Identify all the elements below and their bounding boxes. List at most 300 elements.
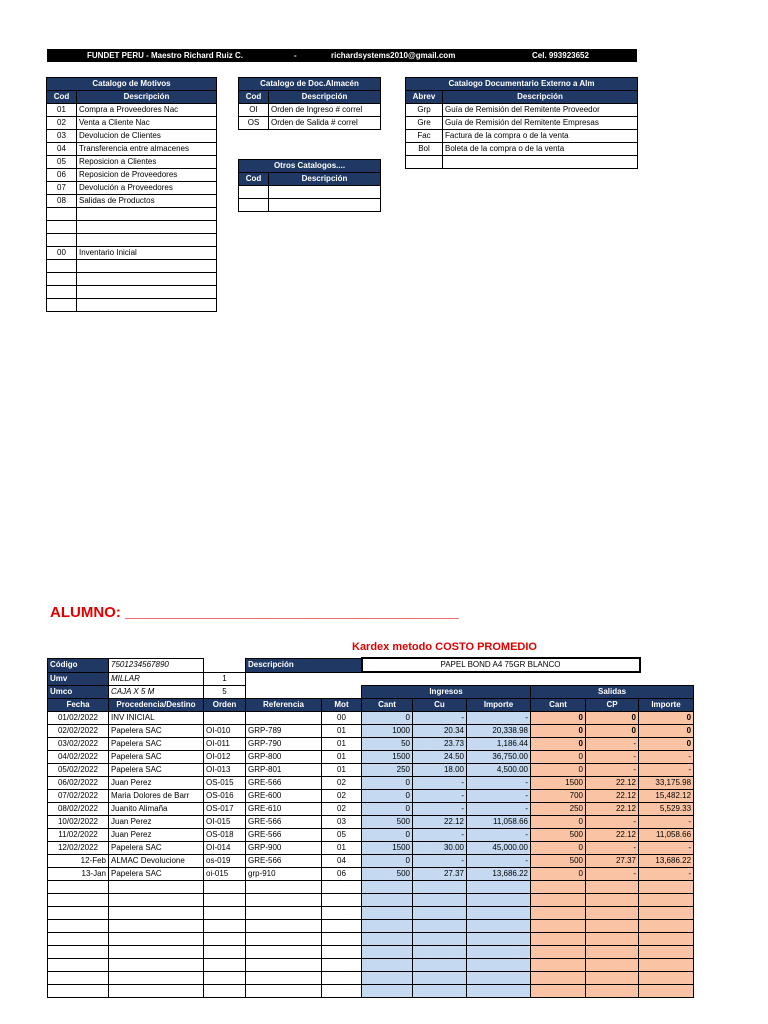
kardex-cell-ing-importe: 1,186.44 [467, 738, 531, 751]
motivo-description: Devolucion de Clientes [77, 130, 217, 143]
kardex-cell-mot: 00 [322, 712, 362, 725]
kardex-cell-sal-cant: 0 [531, 738, 586, 751]
col-sal-cant: Cant [531, 699, 586, 712]
kardex-cell-orden: OI-013 [204, 764, 246, 777]
kardex-cell-sal-cant [531, 920, 586, 933]
motivo-description: Transferencia entre almacenes [77, 143, 217, 156]
col-sal-cp: CP [586, 699, 639, 712]
umv-label: Umv [48, 672, 109, 685]
kardex-cell-orden [204, 985, 246, 998]
kardex-cell-orden [204, 920, 246, 933]
kardex-cell-orden [204, 881, 246, 894]
kardex-cell-orden [204, 894, 246, 907]
kardex-cell-mot [322, 894, 362, 907]
kardex-row [48, 829, 694, 842]
kardex-cell-sal-cp [586, 972, 639, 985]
kardex-cell-sal-cant: 0 [531, 842, 586, 855]
kardex-cell-fecha [48, 959, 109, 972]
motivo-row [47, 143, 217, 156]
kardex-cell-sal-cp: - [586, 764, 639, 777]
umv-blank2 [362, 672, 640, 685]
kardex-cell-sal-cp [586, 881, 639, 894]
kardex-row [48, 985, 694, 998]
kardex-cell-procedencia: Papelera SAC [109, 738, 204, 751]
kardex-cell-mot: 03 [322, 816, 362, 829]
col-ing-cu: Cu [413, 699, 467, 712]
kardex-cell-ing-importe: 20,338.98 [467, 725, 531, 738]
motivo-description [77, 221, 217, 234]
motivos-col-cod: Cod [47, 91, 77, 104]
motivo-description [77, 286, 217, 299]
kardex-cell-referencia: GRP-790 [246, 738, 322, 751]
docalmacen-row [239, 104, 381, 117]
kardex-cell-mot [322, 972, 362, 985]
docalmacen-col-cod: Cod [239, 91, 269, 104]
kardex-cell-mot: 02 [322, 777, 362, 790]
header-email: richardsystems2010@gmail.com [331, 51, 456, 60]
motivo-code: 01 [47, 104, 77, 117]
kardex-cell-orden: OI-012 [204, 751, 246, 764]
kardex-cell-sal-cant [531, 881, 586, 894]
kardex-cell-fecha [48, 946, 109, 959]
kardex-row [48, 946, 694, 959]
motivo-description: Venta a Cliente Nac [77, 117, 217, 130]
kardex-cell-mot: 01 [322, 738, 362, 751]
motivo-code [47, 234, 77, 247]
motivos-col-desc: Descripción [77, 91, 217, 104]
otros-description [269, 199, 381, 212]
motivo-code: 02 [47, 117, 77, 130]
kardex-cell-referencia [246, 985, 322, 998]
header-phone: Cel. 993923652 [532, 51, 589, 60]
kardex-cell-procedencia: Papelera SAC [109, 842, 204, 855]
umco-value: CAJA X 5 M [109, 686, 204, 699]
col-referencia: Referencia [246, 699, 322, 712]
kardex-cell-ing-cant: 500 [362, 868, 413, 881]
kardex-cell-fecha [48, 972, 109, 985]
kardex-cell-mot: 01 [322, 764, 362, 777]
kardex-cell-referencia [246, 894, 322, 907]
kardex-cell-ing-cant: 0 [362, 803, 413, 816]
kardex-cell-orden: OI-010 [204, 725, 246, 738]
kardex-row [48, 894, 694, 907]
kardex-cell-ing-cu [413, 972, 467, 985]
kardex-cell-ing-cant: 0 [362, 855, 413, 868]
docalmacen-code: OI [239, 104, 269, 117]
kardex-cell-procedencia: ALMAC Devolucione [109, 855, 204, 868]
externo-row [406, 117, 638, 130]
kardex-cell-ing-cu: - [413, 777, 467, 790]
externo-code: Fac [406, 130, 443, 143]
motivo-row [47, 273, 217, 286]
kardex-cell-mot: 01 [322, 751, 362, 764]
kardex-cell-referencia [246, 907, 322, 920]
motivo-row [47, 208, 217, 221]
docalmacen-row [239, 117, 381, 130]
kardex-cell-ing-cu: 27.37 [413, 868, 467, 881]
kardex-cell-ing-importe: 45,000.00 [467, 842, 531, 855]
kardex-cell-procedencia: INV INICIAL [109, 712, 204, 725]
kardex-cell-ing-cant: 0 [362, 712, 413, 725]
kardex-cell-sal-cant: 1500 [531, 777, 586, 790]
otros-row [239, 186, 381, 199]
kardex-cell-orden [204, 907, 246, 920]
kardex-cell-fecha: 13-Jan [48, 868, 109, 881]
kardex-cell-orden: OS-015 [204, 777, 246, 790]
kardex-cell-sal-importe: 0 [639, 725, 694, 738]
kardex-cell-ing-importe: - [467, 790, 531, 803]
kardex-cell-ing-importe: - [467, 855, 531, 868]
kardex-cell-ing-cu: - [413, 829, 467, 842]
col-ing-importe: Importe [467, 699, 531, 712]
motivo-row [47, 169, 217, 182]
kardex-cell-sal-cp [586, 959, 639, 972]
kardex-row [48, 868, 694, 881]
kardex-cell-procedencia: Papelera SAC [109, 751, 204, 764]
kardex-cell-orden: OI-011 [204, 738, 246, 751]
kardex-cell-referencia: GRE-600 [246, 790, 322, 803]
kardex-row [48, 790, 694, 803]
kardex-cell-ing-cu: - [413, 712, 467, 725]
kardex-row [48, 842, 694, 855]
kardex-table [47, 685, 694, 998]
kardex-cell-sal-importe [639, 985, 694, 998]
kardex-cell-procedencia [109, 959, 204, 972]
motivo-code [47, 299, 77, 312]
kardex-cell-sal-cp [586, 985, 639, 998]
kardex-cell-sal-cp: 27.37 [586, 855, 639, 868]
otros-code [239, 199, 269, 212]
motivo-code [47, 208, 77, 221]
kardex-cell-sal-importe: 5,529.33 [639, 803, 694, 816]
kardex-cell-ing-cant [362, 985, 413, 998]
externo-row [406, 130, 638, 143]
motivo-row [47, 156, 217, 169]
kardex-cell-ing-importe: - [467, 777, 531, 790]
kardex-cell-fecha [48, 985, 109, 998]
kardex-cell-referencia: GRP-801 [246, 764, 322, 777]
ingresos-header: Ingresos [362, 686, 531, 699]
motivo-code [47, 260, 77, 273]
col-procedencia: Procedencia/Destino [109, 699, 204, 712]
kardex-cell-orden: OS-018 [204, 829, 246, 842]
kardex-cell-sal-importe [639, 894, 694, 907]
motivo-row [47, 182, 217, 195]
kardex-cell-sal-importe: - [639, 816, 694, 829]
kardex-cell-mot [322, 920, 362, 933]
kardex-cell-sal-cp: 22.12 [586, 829, 639, 842]
kardex-row [48, 881, 694, 894]
kardex-cell-ing-cu [413, 881, 467, 894]
otros-table [238, 159, 381, 212]
kardex-cell-referencia: GRE-566 [246, 777, 322, 790]
kardex-cell-orden: oi-015 [204, 868, 246, 881]
kardex-cell-ing-cu [413, 933, 467, 946]
externo-description: Factura de la compra o de la venta [443, 130, 638, 143]
col-sal-importe: Importe [639, 699, 694, 712]
motivo-row [47, 195, 217, 208]
kardex-cell-sal-importe [639, 881, 694, 894]
motivo-description [77, 299, 217, 312]
motivo-code [47, 286, 77, 299]
kardex-info [47, 657, 641, 686]
kardex-cell-fecha: 08/02/2022 [48, 803, 109, 816]
motivos-table [46, 77, 217, 312]
kardex-cell-sal-cp [586, 946, 639, 959]
kardex-cell-fecha: 02/02/2022 [48, 725, 109, 738]
kardex-row [48, 972, 694, 985]
kardex-cell-ing-cant: 0 [362, 829, 413, 842]
kardex-row [48, 803, 694, 816]
kardex-cell-orden: OI-015 [204, 816, 246, 829]
kardex-cell-orden: os-019 [204, 855, 246, 868]
alumno-label: ALUMNO: ________________________________________ [50, 604, 459, 621]
motivo-description: Reposicion de Proveedores [77, 169, 217, 182]
kardex-cell-sal-importe: 0 [639, 738, 694, 751]
otros-col-desc: Descripción [269, 173, 381, 186]
kardex-cell-ing-importe: - [467, 712, 531, 725]
motivo-row [47, 247, 217, 260]
kardex-cell-orden [204, 959, 246, 972]
motivo-code: 07 [47, 182, 77, 195]
motivo-code [47, 273, 77, 286]
externo-code [406, 156, 443, 169]
motivo-row [47, 221, 217, 234]
motivo-code: 03 [47, 130, 77, 143]
kardex-cell-mot: 01 [322, 725, 362, 738]
motivos-title: Catalogo de Motivos [47, 78, 217, 91]
kardex-cell-ing-cant: 1000 [362, 725, 413, 738]
kardex-cell-sal-cant: 500 [531, 829, 586, 842]
kardex-cell-ing-importe: - [467, 829, 531, 842]
kardex-cell-sal-importe: 11,058.66 [639, 829, 694, 842]
salidas-header: Salidas [531, 686, 694, 699]
kardex-cell-orden: OS-017 [204, 803, 246, 816]
kardex-cell-procedencia: Juanito Alimaña [109, 803, 204, 816]
kardex-cell-ing-cant: 1500 [362, 842, 413, 855]
kardex-cell-sal-cant [531, 946, 586, 959]
umco-label: Umco [48, 686, 109, 699]
kardex-cell-sal-importe [639, 907, 694, 920]
kardex-cell-referencia [246, 920, 322, 933]
motivo-description: Salidas de Productos [77, 195, 217, 208]
kardex-row [48, 738, 694, 751]
kardex-cell-ing-importe [467, 985, 531, 998]
header-org: FUNDET PERU - Maestro Richard Ruiz C. [87, 51, 244, 60]
motivo-row [47, 260, 217, 273]
kardex-cell-sal-cant: 0 [531, 751, 586, 764]
kardex-cell-sal-cp: - [586, 816, 639, 829]
kardex-row [48, 751, 694, 764]
externo-title: Catalogo Documentario Externo a Alm [406, 78, 638, 91]
kardex-cell-mot: 02 [322, 790, 362, 803]
kardex-cell-procedencia: Juan Perez [109, 829, 204, 842]
kardex-cell-sal-cant: 700 [531, 790, 586, 803]
motivo-code: 04 [47, 143, 77, 156]
descripcion-label: Descripción [246, 658, 362, 672]
motivo-row [47, 299, 217, 312]
kardex-cell-sal-importe: - [639, 842, 694, 855]
kardex-cell-mot: 01 [322, 842, 362, 855]
motivo-description [77, 273, 217, 286]
kardex-cell-sal-importe [639, 959, 694, 972]
kardex-cell-mot [322, 881, 362, 894]
externo-code: Gre [406, 117, 443, 130]
docalmacen-title: Catalogo de Doc.Almacén [239, 78, 381, 91]
docalmacen-table [238, 77, 381, 130]
kardex-cell-referencia: GRE-610 [246, 803, 322, 816]
kardex-cell-sal-cp: - [586, 842, 639, 855]
kardex-cell-orden [204, 712, 246, 725]
kardex-cell-ing-cu [413, 894, 467, 907]
umco-spacer [246, 686, 362, 699]
kardex-cell-sal-importe [639, 933, 694, 946]
kardex-cell-referencia: GRP-900 [246, 842, 322, 855]
kardex-cell-sal-cant: 0 [531, 816, 586, 829]
kardex-cell-sal-importe: - [639, 764, 694, 777]
header-bar [47, 49, 637, 62]
kardex-cell-sal-importe: - [639, 751, 694, 764]
kardex-cell-referencia: GRP-800 [246, 751, 322, 764]
kardex-cell-ing-cant [362, 881, 413, 894]
kardex-cell-ing-cant [362, 894, 413, 907]
kardex-row [48, 920, 694, 933]
kardex-cell-ing-cant: 0 [362, 790, 413, 803]
kardex-cell-sal-cant [531, 985, 586, 998]
kardex-cell-ing-importe [467, 881, 531, 894]
kardex-row [48, 777, 694, 790]
kardex-cell-referencia [246, 933, 322, 946]
kardex-cell-fecha: 11/02/2022 [48, 829, 109, 842]
kardex-cell-sal-importe: 0 [639, 712, 694, 725]
col-fecha: Fecha [48, 699, 109, 712]
kardex-cell-ing-importe: 4,500.00 [467, 764, 531, 777]
kardex-cell-fecha: 12/02/2022 [48, 842, 109, 855]
kardex-cell-ing-importe [467, 933, 531, 946]
kardex-cell-mot [322, 907, 362, 920]
kardex-cell-referencia [246, 881, 322, 894]
kardex-cell-sal-cant: 500 [531, 855, 586, 868]
kardex-cell-sal-cp: - [586, 738, 639, 751]
kardex-cell-ing-cu [413, 959, 467, 972]
motivo-code [47, 221, 77, 234]
kardex-cell-referencia [246, 972, 322, 985]
kardex-cell-ing-cu: - [413, 803, 467, 816]
motivo-row [47, 234, 217, 247]
kardex-cell-procedencia [109, 881, 204, 894]
kardex-cell-referencia [246, 959, 322, 972]
kardex-cell-ing-cu: 23.73 [413, 738, 467, 751]
kardex-cell-fecha: 06/02/2022 [48, 777, 109, 790]
kardex-cell-procedencia: Juan Perez [109, 777, 204, 790]
kardex-cell-referencia: GRE-566 [246, 829, 322, 842]
kardex-cell-procedencia: Papelera SAC [109, 868, 204, 881]
kardex-cell-fecha [48, 881, 109, 894]
kardex-cell-ing-cu: 18.00 [413, 764, 467, 777]
otros-title: Otros Catalogos.... [239, 160, 381, 173]
motivo-description: Devolución a Proveedores [77, 182, 217, 195]
motivo-description: Compra a Proveedores Nac [77, 104, 217, 117]
motivo-description: Reposicion a Clientes [77, 156, 217, 169]
kardex-cell-mot: 05 [322, 829, 362, 842]
kardex-cell-referencia: grp-910 [246, 868, 322, 881]
kardex-cell-ing-importe: 11,058.66 [467, 816, 531, 829]
kardex-cell-sal-cp [586, 907, 639, 920]
kardex-cell-ing-cant: 50 [362, 738, 413, 751]
motivo-description: Inventario Inicial [77, 247, 217, 260]
externo-description: Boleta de la compra o de la venta [443, 143, 638, 156]
col-mot: Mot [322, 699, 362, 712]
kardex-cell-ing-cu: 20.34 [413, 725, 467, 738]
kardex-cell-referencia [246, 946, 322, 959]
kardex-cell-fecha: 07/02/2022 [48, 790, 109, 803]
kardex-cell-referencia: GRE-566 [246, 855, 322, 868]
codigo-spacer [204, 658, 246, 672]
kardex-row [48, 855, 694, 868]
col-orden: Orden [204, 699, 246, 712]
docalmacen-description: Orden de Ingreso # correl [269, 104, 381, 117]
umv-num: 1 [204, 672, 246, 685]
motivo-description [77, 234, 217, 247]
kardex-cell-ing-cant [362, 907, 413, 920]
otros-code [239, 186, 269, 199]
kardex-cell-procedencia: Papelera SAC [109, 725, 204, 738]
kardex-cell-ing-importe [467, 894, 531, 907]
kardex-row [48, 712, 694, 725]
kardex-cell-ing-importe [467, 920, 531, 933]
externo-row [406, 143, 638, 156]
kardex-cell-mot: 02 [322, 803, 362, 816]
kardex-cell-fecha: 12-Feb [48, 855, 109, 868]
externo-description [443, 156, 638, 169]
kardex-cell-sal-importe [639, 920, 694, 933]
kardex-cell-mot: 06 [322, 868, 362, 881]
otros-row [239, 199, 381, 212]
kardex-cell-procedencia [109, 985, 204, 998]
kardex-cell-ing-cant: 1500 [362, 751, 413, 764]
kardex-row [48, 816, 694, 829]
kardex-cell-sal-cp: 22.12 [586, 790, 639, 803]
col-ing-cant: Cant [362, 699, 413, 712]
kardex-cell-ing-cu [413, 920, 467, 933]
kardex-cell-sal-cp [586, 894, 639, 907]
kardex-cell-sal-cp: - [586, 868, 639, 881]
kardex-cell-fecha [48, 894, 109, 907]
kardex-cell-sal-cp: 22.12 [586, 803, 639, 816]
umv-blank [246, 672, 362, 685]
kardex-cell-ing-cant: 0 [362, 777, 413, 790]
descripcion-value: PAPEL BOND A4 75GR BLANCO [362, 658, 640, 672]
kardex-row [48, 764, 694, 777]
motivo-row [47, 130, 217, 143]
kardex-cell-procedencia: Papelera SAC [109, 764, 204, 777]
docalmacen-code: OS [239, 117, 269, 130]
kardex-cell-mot [322, 959, 362, 972]
motivo-code: 00 [47, 247, 77, 260]
kardex-cell-ing-cant: 500 [362, 816, 413, 829]
kardex-cell-procedencia: Maria Dolores de Barr [109, 790, 204, 803]
kardex-cell-ing-cu [413, 907, 467, 920]
kardex-cell-fecha: 10/02/2022 [48, 816, 109, 829]
kardex-cell-sal-cp [586, 920, 639, 933]
kardex-cell-sal-cp [586, 933, 639, 946]
kardex-cell-ing-importe: 36,750.00 [467, 751, 531, 764]
externo-code: Grp [406, 104, 443, 117]
externo-row [406, 104, 638, 117]
kardex-cell-sal-cant: 0 [531, 764, 586, 777]
externo-row [406, 156, 638, 169]
kardex-cell-sal-cant [531, 959, 586, 972]
